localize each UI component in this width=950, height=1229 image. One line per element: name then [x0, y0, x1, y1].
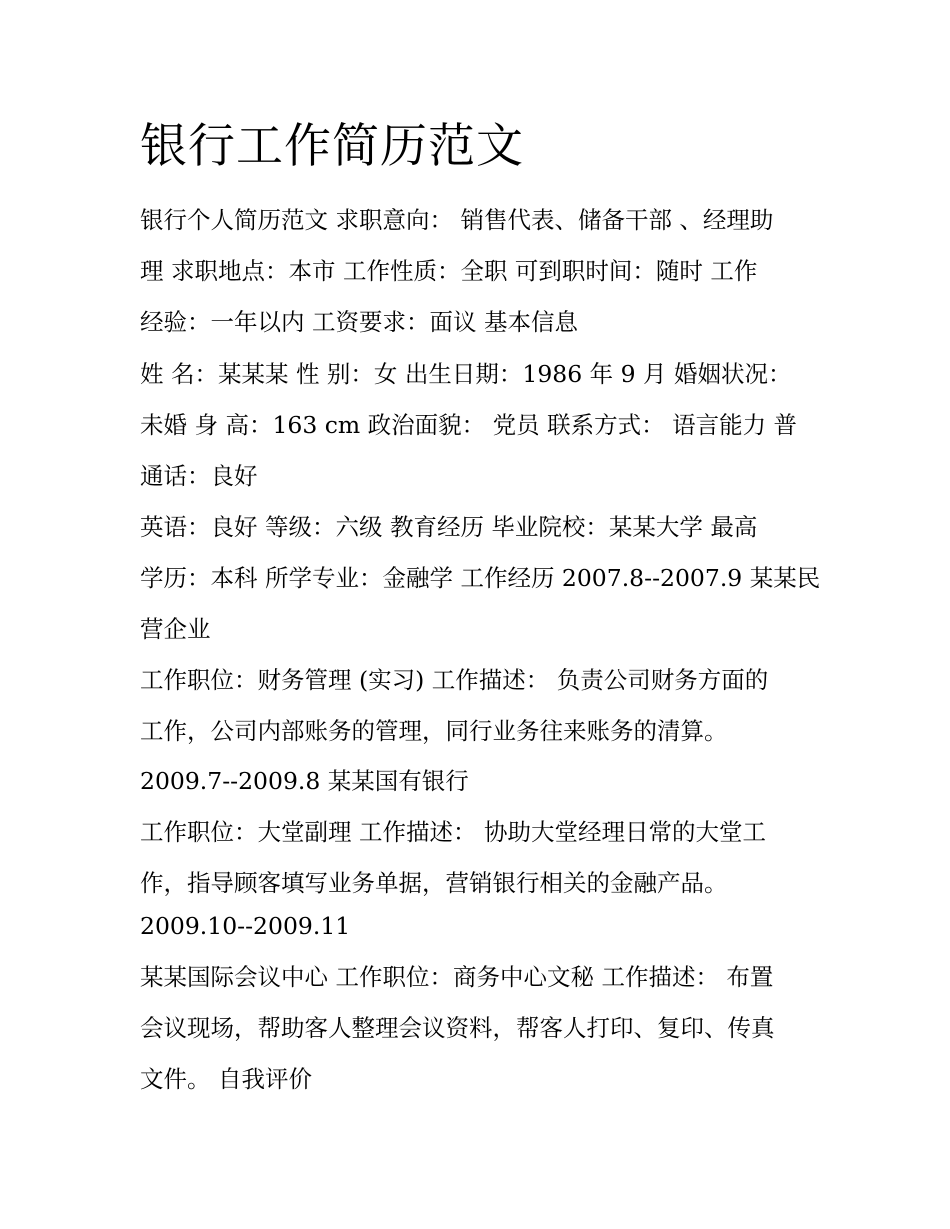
document-title: 银行工作简历范文	[140, 119, 524, 174]
body-line: 经验：一年以内 工资要求：面议 基本信息	[140, 308, 578, 336]
body-line: 工作职位：大堂副理 工作描述： 协助大堂经理日常的大堂工	[140, 818, 766, 846]
body-line: 银行个人简历范文 求职意向： 销售代表、储备干部 、经理助	[140, 206, 774, 234]
body-line: 工作，公司内部账务的管理，同行业务往来账务的清算。	[140, 717, 728, 745]
body-line: 2009.7--2009.8 某某国有银行	[140, 767, 469, 795]
body-line: 未婚 身 高：163 cm 政治面貌： 党员 联系方式： 语言能力 普	[140, 411, 798, 439]
body-line: 会议现场，帮助客人整理会议资料，帮客人打印、复印、传真	[140, 1014, 775, 1042]
body-line: 工作职位：财务管理 (实习) 工作描述： 负责公司财务方面的	[140, 666, 769, 694]
body-line: 2009.10--2009.11	[140, 912, 351, 940]
body-line: 学历：本科 所学专业：金融学 工作经历 2007.8--2007.9 某某民	[140, 564, 821, 592]
body-line: 姓 名：某某某 性 别：女 出生日期：1986 年 9 月 婚姻状况：	[140, 360, 792, 388]
body-line: 营企业	[140, 615, 211, 643]
body-line: 文件。 自我评价	[140, 1065, 312, 1093]
body-line: 英语：良好 等级：六级 教育经历 毕业院校：某某大学 最高	[140, 513, 758, 541]
body-line: 某某国际会议中心 工作职位：商务中心文秘 工作描述： 布置	[140, 963, 774, 991]
body-line: 理 求职地点：本市 工作性质：全职 可到职时间：随时 工作	[140, 257, 758, 285]
body-line: 作，指导顾客填写业务单据，营销银行相关的金融产品。	[140, 869, 728, 897]
body-line: 通话：良好	[140, 462, 258, 490]
